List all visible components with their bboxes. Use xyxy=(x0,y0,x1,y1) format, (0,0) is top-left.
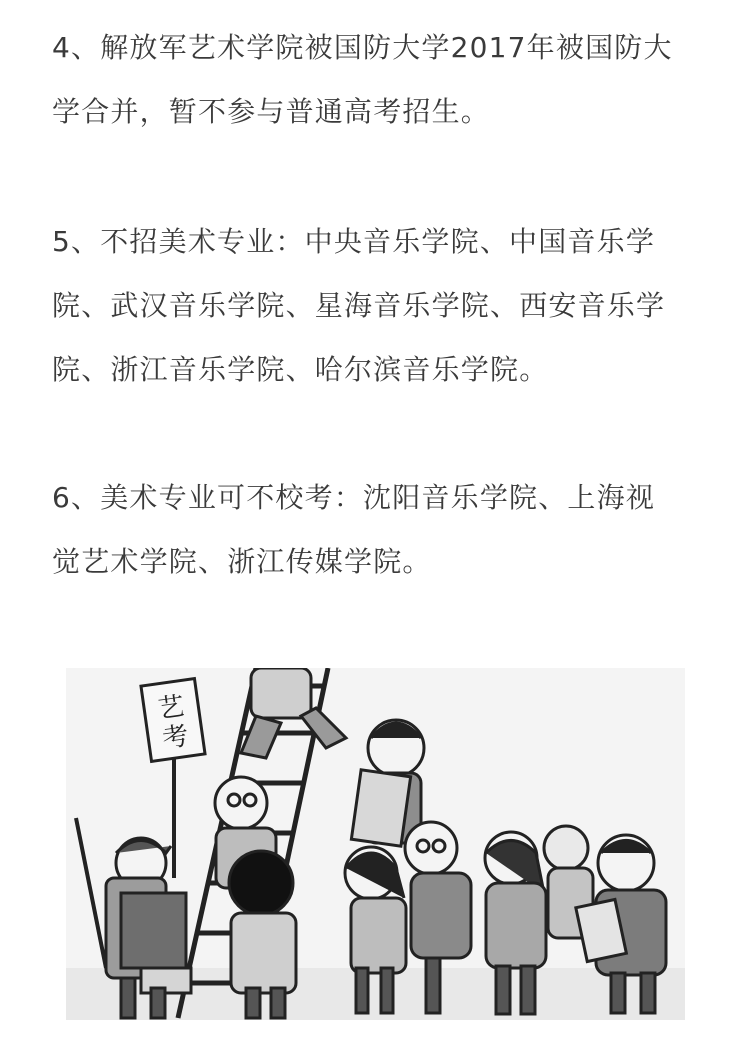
sign-text-2: 考 xyxy=(160,721,191,755)
kid-center xyxy=(229,851,296,1018)
paragraph-4-line-1: 4、解放军艺术学院被国防大学2017年被国防大 xyxy=(52,31,673,64)
paragraph-6 xyxy=(52,466,702,594)
paragraph-5 xyxy=(52,210,702,402)
paragraph-5-line-2: 院、武汉音乐学院、星海音乐学院、西安音乐学 xyxy=(52,289,666,322)
paragraph-6-line-2: 觉艺术学院、浙江传媒学院。 xyxy=(52,545,432,578)
cartoon-illustration xyxy=(66,668,685,1020)
cartoon-drawing xyxy=(66,668,685,1020)
paragraph-4 xyxy=(52,16,702,144)
paragraph-5-line-1: 5、不招美术专业：中央音乐学院、中国音乐学 xyxy=(52,225,656,258)
paragraph-4-line-2: 学合并，暂不参与普通高考招生。 xyxy=(52,95,491,128)
sign-text-1: 艺 xyxy=(156,691,187,725)
paragraph-5-line-3: 院、浙江音乐学院、哈尔滨音乐学院。 xyxy=(52,353,549,386)
climber-top xyxy=(241,668,346,758)
paragraph-6-line-1: 6、美术专业可不校考：沈阳音乐学院、上海视 xyxy=(52,481,656,514)
